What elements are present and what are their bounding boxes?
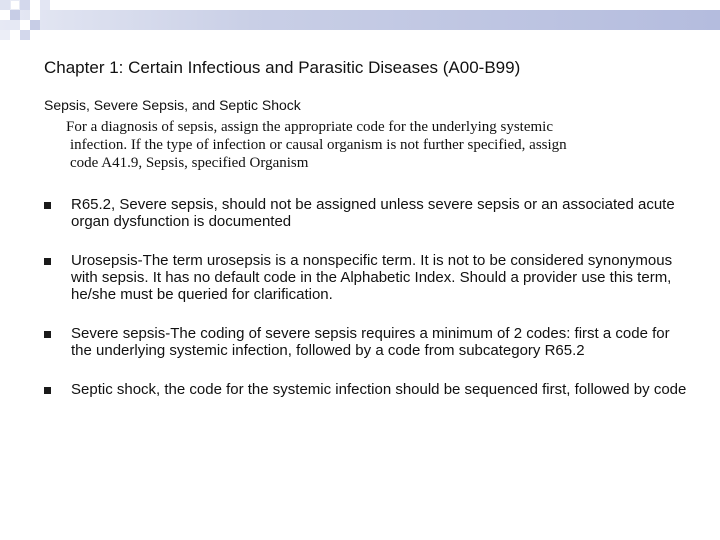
decorative-square-icon [10, 20, 20, 30]
square-bullet-icon [44, 387, 51, 394]
decorative-square-icon [30, 20, 40, 30]
intro-line: infection. If the type of infection or causal organism is not further specified, assign [70, 137, 567, 153]
decorative-square-icon [30, 10, 40, 20]
intro-line: code A41.9, Sepsis, specified Organism [70, 155, 309, 171]
intro-line: For a diagnosis of sepsis, assign the appropriate code for the underlying systemic [66, 119, 553, 135]
bullet-text: R65.2, Severe sepsis, should not be assigned unless severe sepsis or an associated acute organ dysfunction is documented [71, 196, 675, 230]
decorative-square-icon [40, 0, 50, 10]
bullet-list [44, 196, 694, 398]
bullet-item [44, 381, 694, 398]
decorative-square-icon [10, 0, 20, 10]
header-stripe [0, 10, 720, 30]
square-bullet-icon [44, 258, 51, 265]
bullet-item [44, 196, 694, 230]
slide-title: Chapter 1: Certain Infectious and Parasitic Diseases (A00-B99) [44, 58, 521, 77]
intro-paragraph [66, 118, 686, 172]
section-subtitle: Sepsis, Severe Sepsis, and Septic Shock [44, 97, 301, 113]
decorative-square-icon [10, 10, 20, 20]
square-bullet-icon [44, 331, 51, 338]
bullet-text: Severe sepsis-The coding of severe sepsis requires a minimum of 2 codes: first a code for the underlying systemic infection, followed by a code from subcategory R65.2 [71, 325, 670, 359]
decorative-square-icon [0, 0, 10, 10]
decorative-square-icon [0, 30, 10, 40]
header-decoration [0, 0, 720, 50]
bullet-item [44, 325, 694, 359]
decorative-square-icon [20, 20, 30, 30]
square-bullet-icon [44, 202, 51, 209]
decorative-square-icon [0, 10, 10, 20]
decorative-square-icon [20, 30, 30, 40]
decorative-square-icon [20, 0, 30, 10]
bullet-text: Urosepsis-The term urosepsis is a nonspecific term. It is not to be considered synonymous with sepsis. It has no default code in the Alphabetic Index. Should a provider use this term, he/she must be queried for clarification. [71, 252, 673, 303]
bullet-text: Septic shock, the code for the systemic infection should be sequenced first, followed by code [71, 381, 687, 398]
bullet-item [44, 252, 694, 303]
